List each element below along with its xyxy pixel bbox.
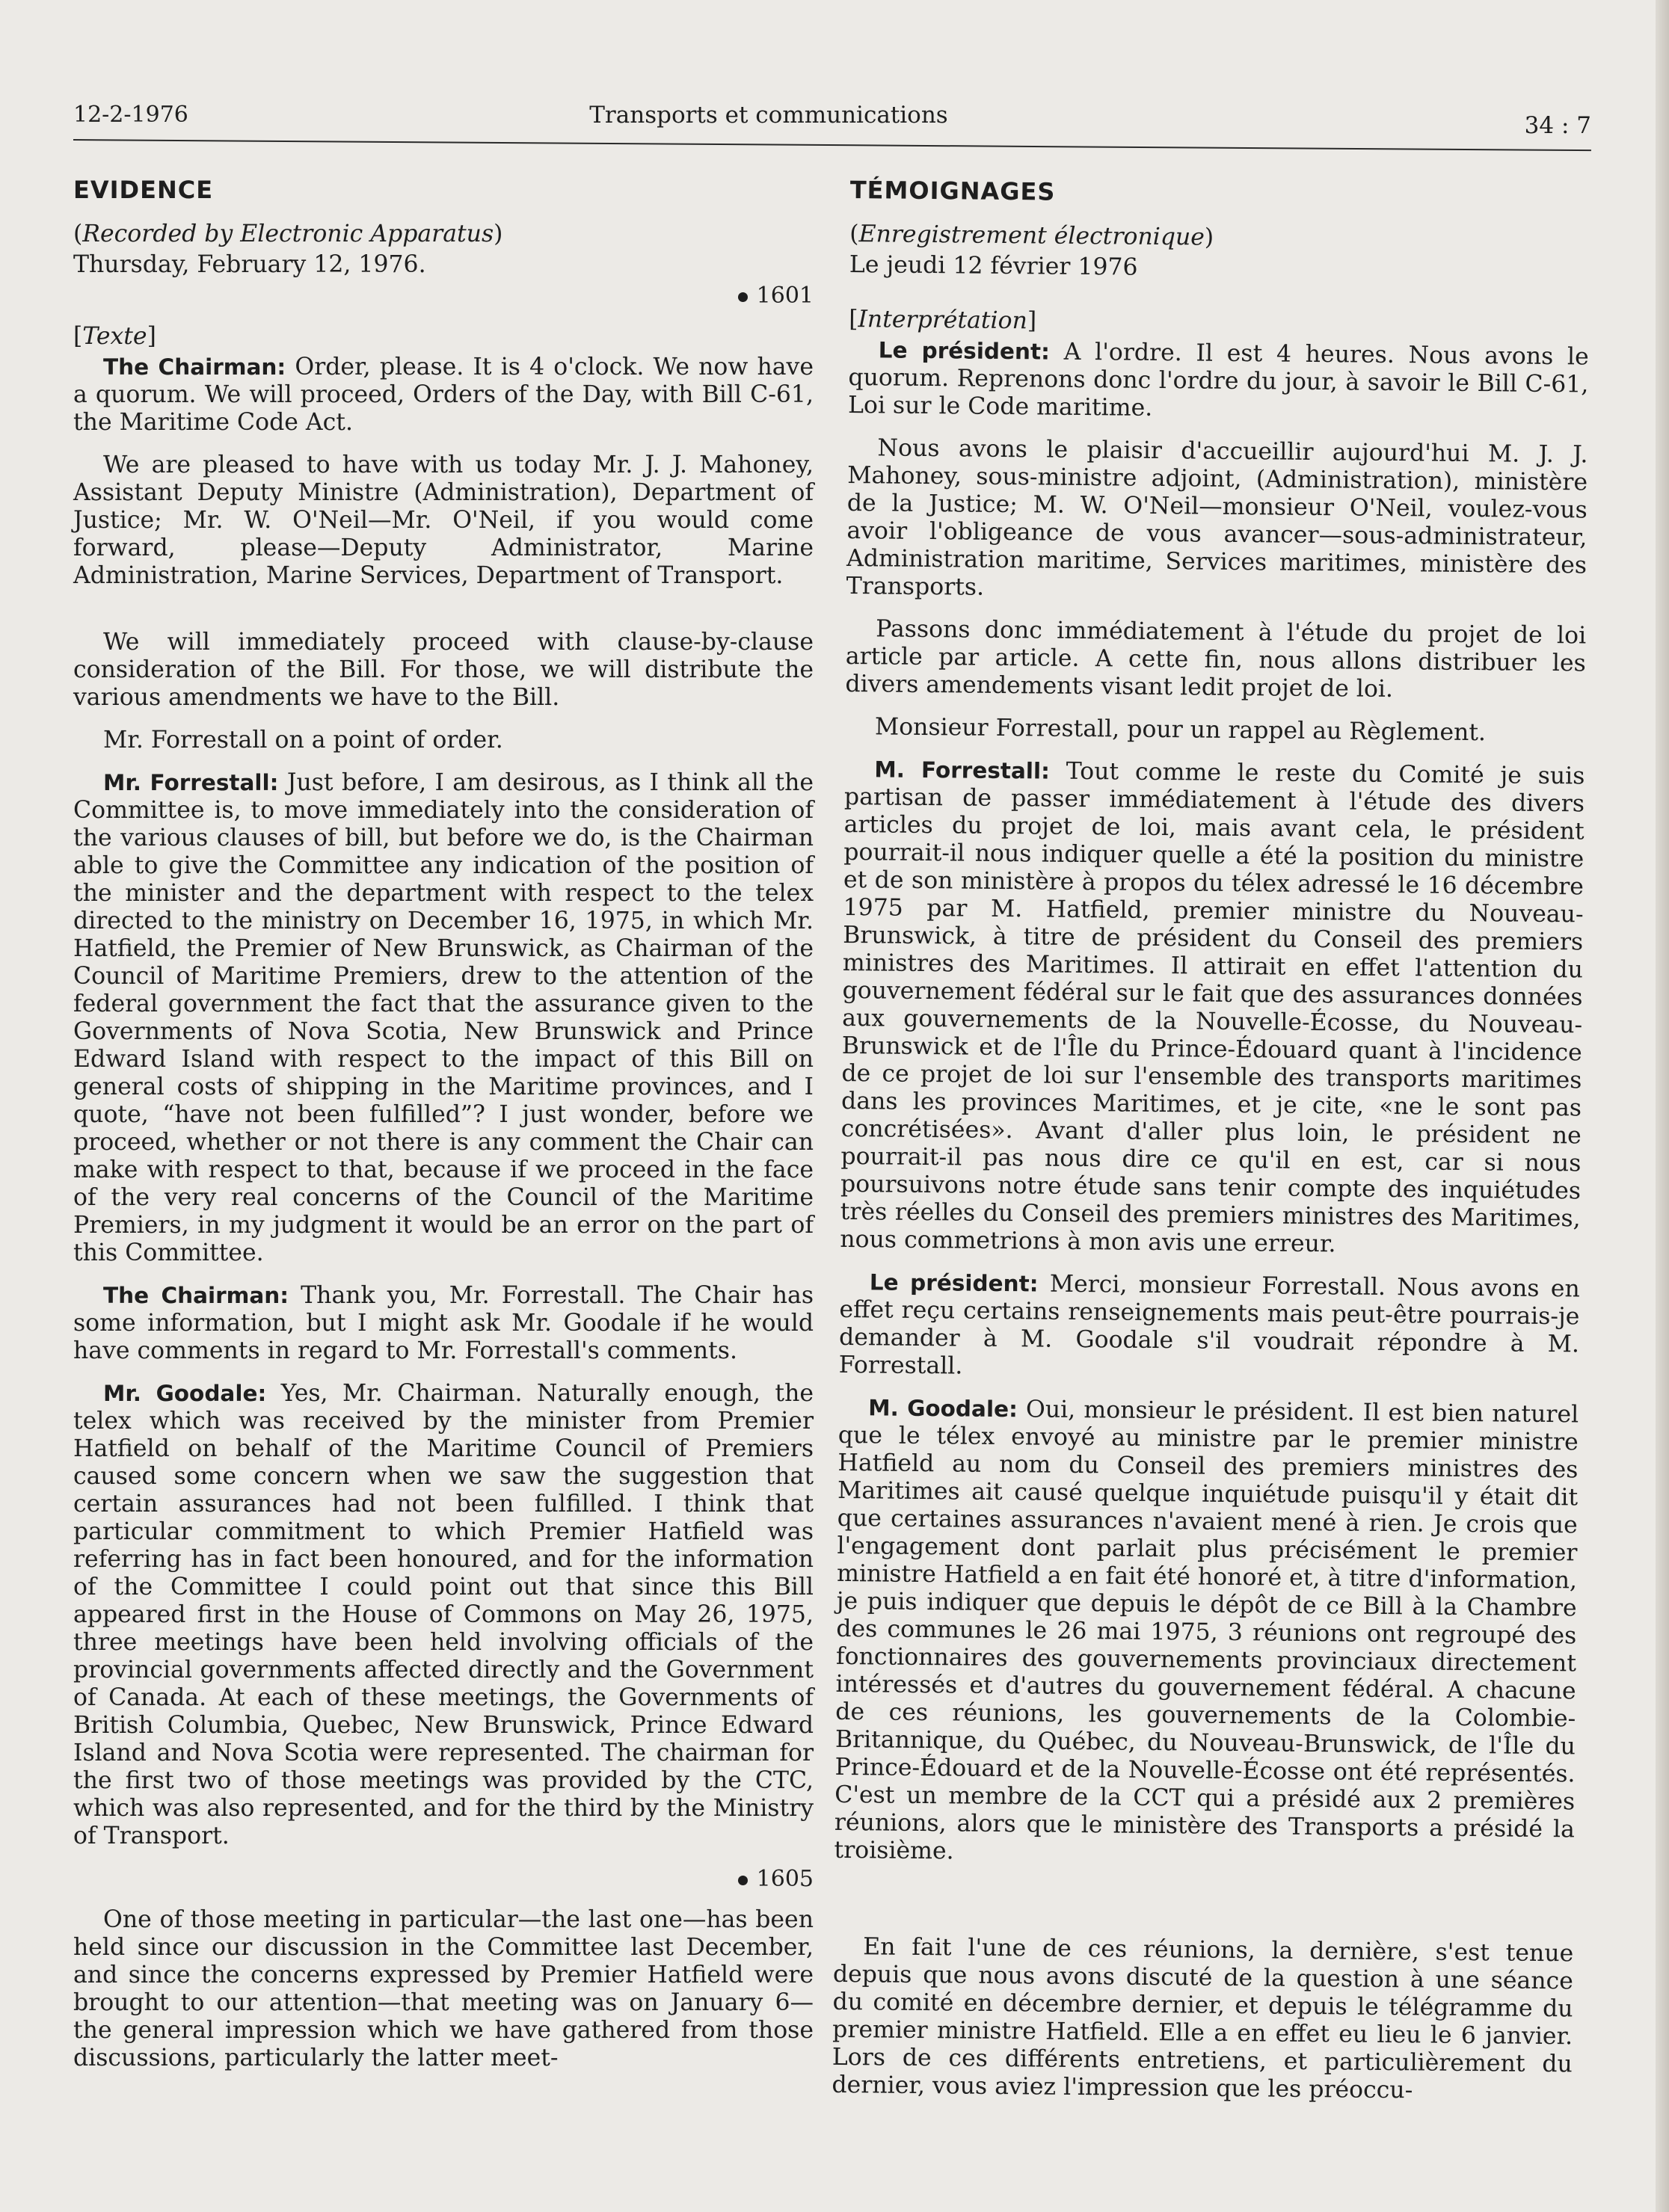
running-header	[73, 102, 1591, 147]
time-marker-1601	[73, 282, 814, 309]
spacer	[73, 605, 814, 629]
page-edge-shadow	[1656, 0, 1669, 2212]
speech-text: Tout comme le reste du Comité je suis partisan de passer immédiatement à l'étude des divers articles du projet de loi, mais avant cela, le président pourrait-il nous indiquer quelle a été la position du ministre et de son ministère à propos du télex adressé le 16 décembre 1975 par M. Hatfield, premier ministre du Nouveau-Brunswick, à titre de président du Conseil des premiers ministres des Maritimes. Il attirait en effet l'attention du gouvernement fédéral sur le fait que des assurances données aux gouvernements de la Nouvelle-Écosse, du Nouveau-Brunswick et de l'Île du Prince-Édouard quant à l'incidence de ce projet de loi sur l'ensemble des transports maritimes dans les provinces Maritimes, et je cite, «ne le sont pas concrétisées». Avant d'aller plus loin, le président ne pourrait-il pas nous dire ce qu'il en est, car si nous poursuivons notre étude sans tenir compte des inquiétudes très réelles du Conseil des premiers ministres des Maritimes, nous commetrions à mon avis une erreur.	[840, 757, 1585, 1258]
paragraph-clause-by-clause: We will immediately proceed with clause-by-clause consideration of the Bill. For those, we will distribute the various amendments we have to the Bill.	[73, 629, 814, 711]
speaker-name: The Chairman:	[103, 1283, 289, 1308]
section-label: [Interprétation]	[848, 305, 1037, 335]
bullet-icon	[738, 292, 748, 302]
section-label-text: Texte	[82, 323, 147, 350]
speaker-name: Mr. Forrestall:	[103, 770, 279, 795]
spacer	[833, 1879, 1574, 1941]
recording-note-text: Enregistrement électronique	[858, 221, 1205, 251]
paragraph-reunion-janvier: En fait l'une de ces réunions, la dernière, s'est tenue depuis que nous avons discuté de la question à une séance du comité en décembre dernier, et depuis le télégramme du premier ministre Hatfield. Elle a en effet eu lieu le 6 janvier. Lors de ces différents entretiens, et particulièrement du dernier, vous aviez l'impression que les préoccu-	[832, 1933, 1574, 2104]
speaker-name: The Chairman:	[103, 354, 286, 380]
speaker-name: Le président:	[878, 337, 1051, 365]
paragraph-goodale	[834, 1394, 1579, 1871]
speaker-name: M. Forrestall:	[874, 757, 1051, 784]
paragraph-chairman-1	[73, 354, 814, 437]
session-date: Le jeudi 12 février 1976	[849, 250, 1138, 281]
session-date: Thursday, February 12, 1976.	[73, 251, 426, 278]
speech-text: A l'ordre. Il est 4 heures. Nous avons le quorum. Reprenons donc l'ordre du jour, à savoir le Bill C-61, Loi sur le Code maritime.	[847, 338, 1589, 422]
paragraph-introductions: We are pleased to have with us today Mr. J. J. Mahoney, Assistant Deputy Ministre (Administration), Department of Justice; Mr. W. O'Neil—Mr. O'Neil, if you would come forward, please—Deputy Administrator, Marine Administration, Marine Services, Department of Transport.	[73, 452, 814, 589]
english-column	[73, 176, 814, 2090]
paragraph-chairman-2	[73, 1282, 814, 1365]
paragraph-goodale	[73, 1380, 814, 1850]
paragraph-article-par-article: Passons donc immédiatement à l'étude du projet de loi article par article. A cette fin, nous allons distribuer les divers amendements visant ledit projet de loi.	[845, 615, 1587, 703]
time-marker-1605	[73, 1865, 814, 1893]
recording-note: (Enregistrement électronique)	[849, 220, 1214, 251]
recording-note: (Recorded by Electronic Apparatus)	[73, 221, 503, 247]
time-marker-1605-text: 1605	[756, 1866, 814, 1892]
header-title: Transports et communications	[589, 102, 948, 129]
paragraph-rappel-reglement: Monsieur Forrestall, pour un rappel au Règlement.	[874, 713, 1487, 747]
french-column	[832, 176, 1590, 2104]
speaker-name: Mr. Goodale:	[103, 1381, 267, 1406]
speech-text: Oui, monsieur le président. Il est bien naturel que le télex envoyé au ministre par le premier ministre Hatfield au nom du Conseil des premiers ministres des Maritimes ait causé quelque inquiétude puisqu'il y était dit que certaines assurances n'avaient mené à rien. Je crois que l'engagement dont parlait plus précisément le premier ministre Hatfield a en fait été honoré et, à titre d'information, je puis indiquer que depuis le dépôt de ce Bill à la Chambre des communes le 26 mai 1975, 3 réunions ont regroupé des fonctionnaires des gouvernements provinciaux directement intéressés et d'autres du gouvernement fédéral. A chacune de ces réunions, les gouvernements de la Colombie-Britannique, du Québec, du Nouveau-Brunswick, de l'Île du Prince-Édouard et de la Nouvelle-Écosse ont été représentés. C'est un membre de la CCT qui a présidé aux 2 premières réunions, alors que le ministère des Transports a présidé la troisième.	[834, 1396, 1579, 1865]
speech-text: Just before, I am desirous, as I think all the Committee is, to move immediately into the consideration of the various clauses of bill, but before we do, is the Chairman able to give the Committee any indication of the position of the minister and the department with respect to the telex directed to the ministry on December 16, 1975, in which Mr. Hatfield, the Premier of New Brunswick, as Chairman of the Council of Maritime Premiers, drew to the attention of the federal government the fact that the assurance given to the Governments of Nova Scotia, New Brunswick and Prince Edward Island with respect to the impact of this Bill on general costs of shipping in the Maritime provinces, and I quote, “have not been fulfilled”? I just wonder, before we proceed, whether or not there is any comment the Chair can make with respect to that, because if we proceed in the face of the very real concerns of the Council of the Maritime Premiers, in my judgment it would be an error on the part of this Committee.	[73, 769, 814, 1266]
bullet-icon	[738, 1876, 748, 1885]
speaker-name: M. Goodale:	[868, 1395, 1018, 1423]
speech-text: Thank you, Mr. Forrestall. The Chair has some information, but I might ask Mr. Goodale if he would have comments in regard to Mr. Forrestall's comments.	[73, 1282, 814, 1364]
paragraph-introductions: Nous avons le plaisir d'accueillir aujourd'hui M. J. J. Mahoney, sous-ministre adjoint, (Administration), ministère de la Justice; M. W. O'Neil—monsieur O'Neil, voulez-vous avoir l'obligeance de vous avancer—sous-administrateur, Administration maritime, Services maritimes, ministère des Transports.	[846, 434, 1588, 601]
recording-note-text: Recorded by Electronic Apparatus	[82, 221, 494, 247]
header-date: 12-2-1976	[73, 102, 188, 128]
paragraph-forrestall	[840, 756, 1585, 1260]
time-marker-1601-text: 1601	[756, 283, 814, 309]
paragraph-president-2	[839, 1269, 1580, 1386]
section-label-text: Interprétation	[858, 306, 1028, 335]
paragraph-president-1	[848, 336, 1589, 426]
section-label: [Texte]	[73, 323, 156, 350]
evidence-heading: EVIDENCE	[73, 176, 214, 204]
speech-text: Merci, monsieur Forrestall. Nous avons en effet reçu certains renseignements mais peut-être pourrais-je demander à M. Goodale s'il voudrait répondre à M. Forrestall.	[838, 1270, 1580, 1380]
paragraph-forrestall	[73, 769, 814, 1267]
paragraph-january-meeting: One of those meeting in particular—the last one—has been held since our discussion in the Committee last December, and since the concerns expressed by Premier Hatfield were brought to our attention—that meeting was on January 6—the general impression which we have gathered from those discussions, particularly the latter meet-	[73, 1906, 814, 2071]
speech-text: Yes, Mr. Chairman. Naturally enough, the telex which was received by the minister from Premier Hatfield on behalf of the Maritime Council of Premiers caused some concern when we saw the suggestion that certain assurances had not been fulfilled. I think that particular commitment to which Premier Hatfield was referring has in fact been honoured, and for the information of the Committee I could point out that since this Bill appeared first in the House of Commons on May 26, 1975, three meetings have been held involving officials of the provincial governments affected directly and the Government of Canada. At each of these meetings, the Governments of British Columbia, Quebec, New Brunswick, Prince Edward Island and Nova Scotia were represented. The chairman for the first two of those meetings was provided by the CTC, which was also represented, and for the third by the Ministry of Transport.	[73, 1380, 814, 1849]
speaker-name: Le président:	[869, 1269, 1039, 1297]
temoignages-heading: TÉMOIGNAGES	[849, 176, 1056, 206]
paragraph-point-of-order: Mr. Forrestall on a point of order.	[103, 727, 503, 754]
page-number: 34 : 7	[1524, 112, 1591, 139]
speech-text: Order, please. It is 4 o'clock. We now have a quorum. We will proceed, Orders of the Day, with Bill C-61, the Maritime Code Act.	[73, 354, 814, 436]
